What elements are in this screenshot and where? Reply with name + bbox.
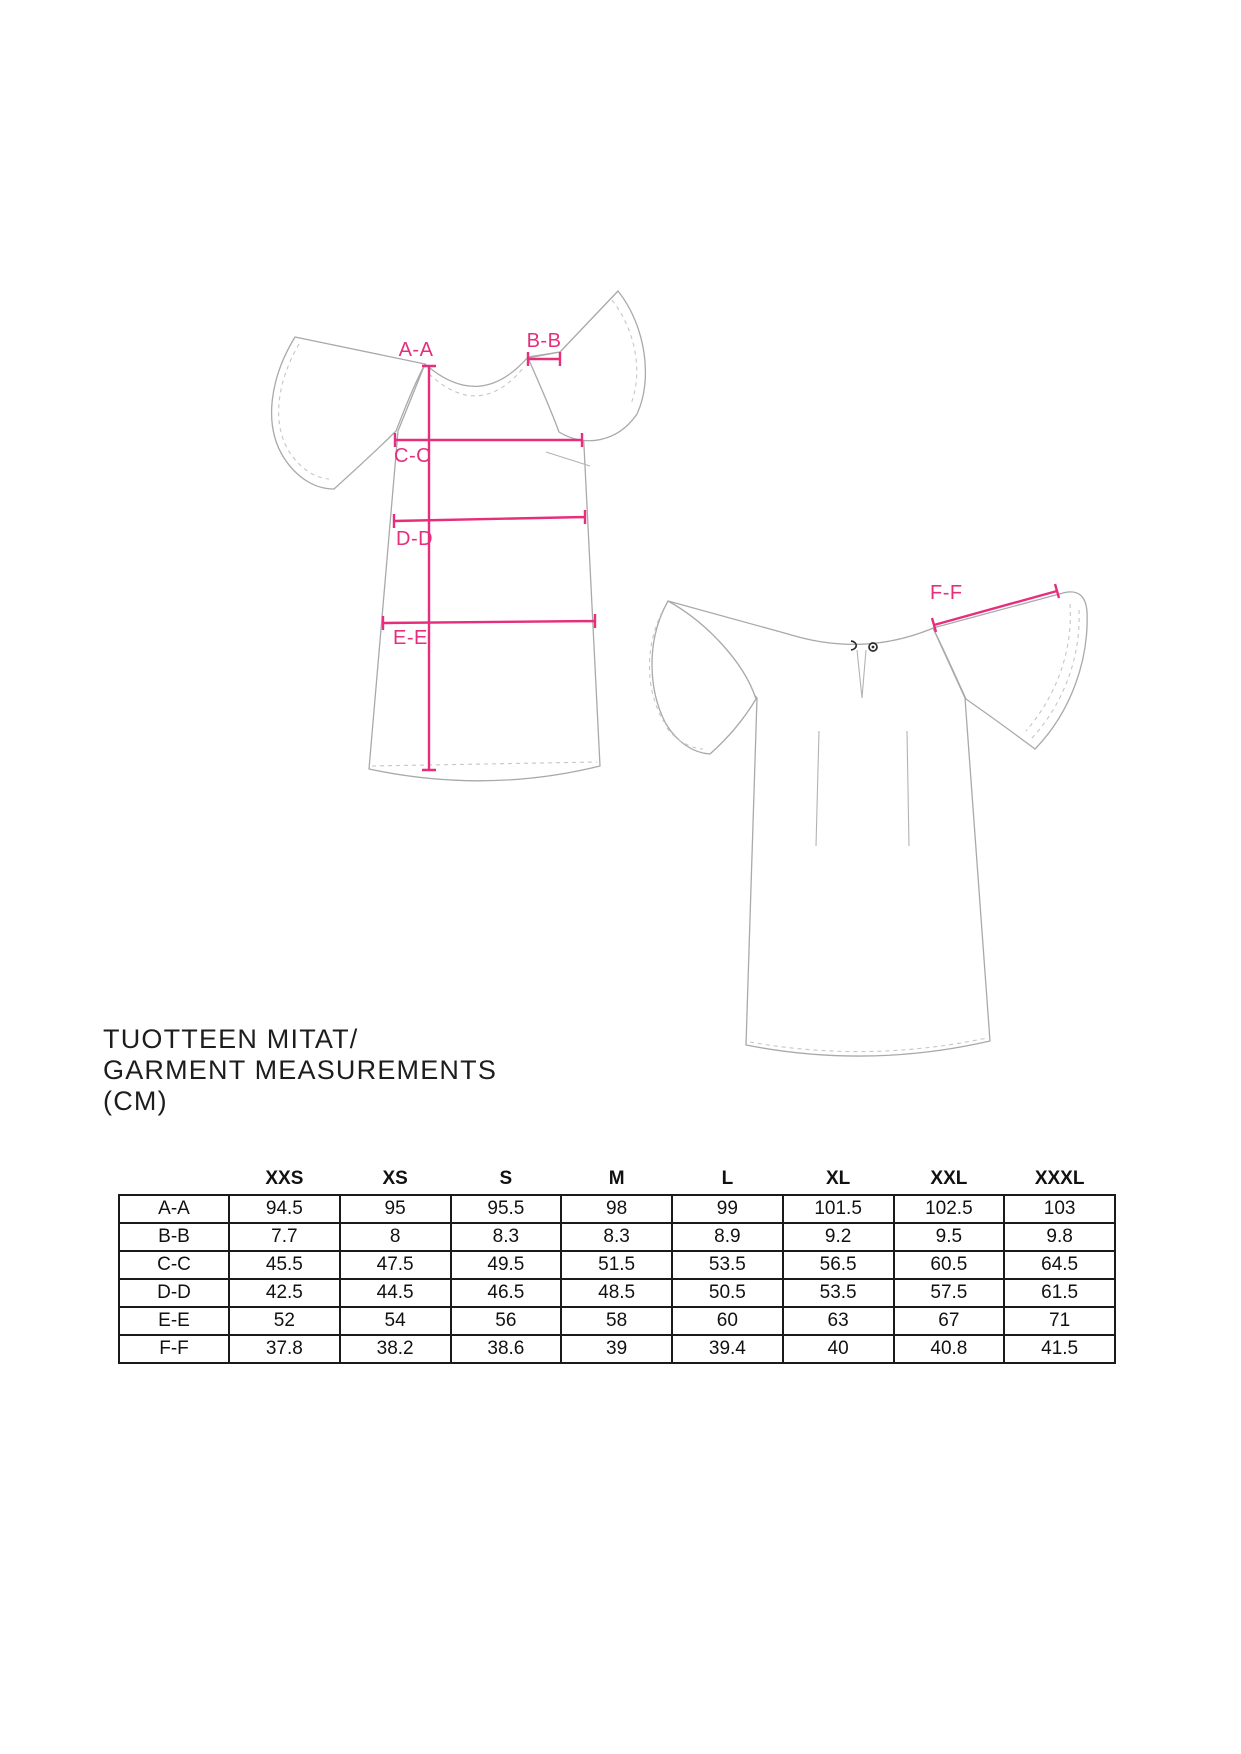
sheet-title-line1: TUOTTEEN MITAT/: [103, 1024, 359, 1054]
row-label: F-F: [119, 1335, 229, 1363]
table-row-bb: [119, 1223, 1115, 1251]
cell: 51.5: [561, 1251, 672, 1279]
cell: 58: [561, 1307, 672, 1335]
cell: 50.5: [672, 1279, 783, 1307]
cell: 41.5: [1004, 1335, 1115, 1363]
sheet-title-line2: GARMENT MEASUREMENTS: [103, 1055, 498, 1085]
cell: 49.5: [451, 1251, 562, 1279]
cell: 42.5: [229, 1279, 340, 1307]
cell: 7.7: [229, 1223, 340, 1251]
cell: 101.5: [783, 1195, 894, 1223]
size-header-m: M: [608, 1168, 625, 1189]
cell: 95: [340, 1195, 451, 1223]
cell: 98: [561, 1195, 672, 1223]
size-header-l: L: [721, 1168, 734, 1189]
cell: 8.9: [672, 1223, 783, 1251]
cell: 64.5: [1004, 1251, 1115, 1279]
cell: 103: [1004, 1195, 1115, 1223]
cell: 9.5: [894, 1223, 1005, 1251]
row-label: C-C: [119, 1251, 229, 1279]
cell: 94.5: [229, 1195, 340, 1223]
cell: 60.5: [894, 1251, 1005, 1279]
size-header-row: [119, 1158, 1115, 1195]
cell: 60: [672, 1307, 783, 1335]
cell: 46.5: [451, 1279, 562, 1307]
cell: 44.5: [340, 1279, 451, 1307]
table-row-ff: [119, 1335, 1115, 1363]
cell: 67: [894, 1307, 1005, 1335]
table-row-dd: [119, 1279, 1115, 1307]
cell: 39: [561, 1335, 672, 1363]
cell: 8.3: [561, 1223, 672, 1251]
cell: 40.8: [894, 1335, 1005, 1363]
cell: 56.5: [783, 1251, 894, 1279]
cell: 37.8: [229, 1335, 340, 1363]
back-neck-button-hole: [872, 646, 875, 649]
cell: 57.5: [894, 1279, 1005, 1307]
size-header-empty: [119, 1158, 229, 1195]
cell: 63: [783, 1307, 894, 1335]
measure-label-bb: B-B: [526, 330, 562, 352]
table-row-cc: [119, 1251, 1115, 1279]
measure-label-dd: D-D: [396, 528, 434, 550]
cell: 53.5: [672, 1251, 783, 1279]
cell: 102.5: [894, 1195, 1005, 1223]
size-header-s: S: [499, 1168, 513, 1189]
back-view-sketch: [649, 592, 1087, 1056]
table-row-aa: [119, 1195, 1115, 1223]
size-header-xl: XL: [825, 1168, 851, 1189]
table-row-ee: [119, 1307, 1115, 1335]
cell: 8: [340, 1223, 451, 1251]
measure-label-aa: A-A: [398, 339, 434, 361]
cell: 61.5: [1004, 1279, 1115, 1307]
size-header-xs: XS: [382, 1168, 408, 1189]
measure-label-cc: C-C: [394, 445, 432, 467]
cell: 40: [783, 1335, 894, 1363]
row-label: B-B: [119, 1223, 229, 1251]
cell: 9.8: [1004, 1223, 1115, 1251]
cell: 53.5: [783, 1279, 894, 1307]
size-header-xxl: XXL: [930, 1168, 968, 1189]
cell: 47.5: [340, 1251, 451, 1279]
measure-label-ff: F-F: [930, 582, 963, 604]
cell: 56: [451, 1307, 562, 1335]
front-view-sketch: [272, 291, 646, 781]
cell: 52: [229, 1307, 340, 1335]
cell: 38.6: [451, 1335, 562, 1363]
measurements-table: [118, 1158, 1116, 1364]
cell: 95.5: [451, 1195, 562, 1223]
measure-label-ee: E-E: [393, 627, 428, 649]
cell: 54: [340, 1307, 451, 1335]
row-label: E-E: [119, 1307, 229, 1335]
sheet-title-line3: (CM): [103, 1086, 168, 1116]
cell: 38.2: [340, 1335, 451, 1363]
cell: 39.4: [672, 1335, 783, 1363]
sheet-title: [103, 1024, 497, 1117]
cell: 8.3: [451, 1223, 562, 1251]
cell: 45.5: [229, 1251, 340, 1279]
cell: 9.2: [783, 1223, 894, 1251]
cell: 71: [1004, 1307, 1115, 1335]
cell: 99: [672, 1195, 783, 1223]
row-label: A-A: [119, 1195, 229, 1223]
size-header-xxs: XXS: [265, 1168, 304, 1189]
row-label: D-D: [119, 1279, 229, 1307]
cell: 48.5: [561, 1279, 672, 1307]
size-header-xxxl: XXXL: [1034, 1168, 1085, 1189]
